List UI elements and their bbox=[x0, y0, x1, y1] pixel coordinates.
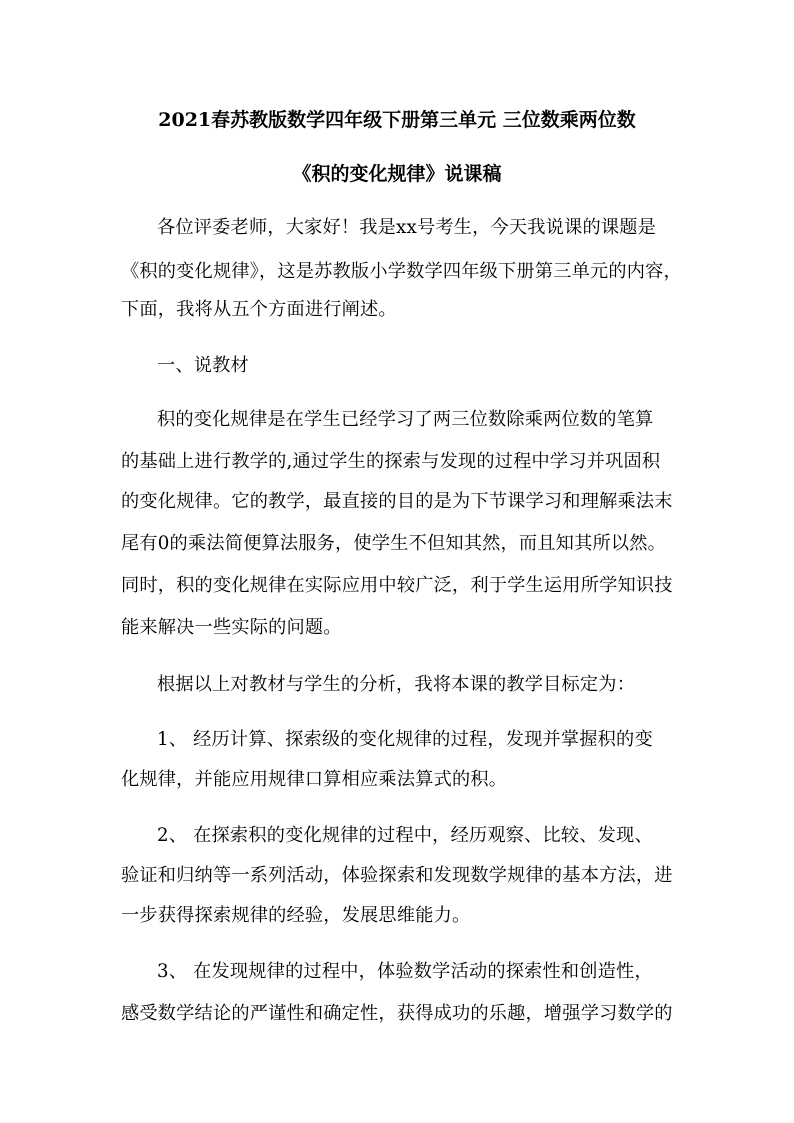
paragraph-line: 同时，积的变化规律在实际应用中较广泛，利于学生运用所学知识技 bbox=[121, 575, 673, 596]
list-item-1: 1、 经历计算、探索级的变化规律的过程，发现并掌握积的变 bbox=[157, 729, 653, 750]
section-heading: 一、说教材 bbox=[157, 355, 249, 376]
paragraph-line: 的变化规律。它的教学，最直接的目的是为下节课学习和理解乘法末 bbox=[121, 491, 673, 512]
paragraph-line: 下面，我将从五个方面进行阐述。 bbox=[121, 299, 397, 320]
paragraph-line: 化规律，并能应用规律口算相应乘法算式的积。 bbox=[121, 769, 508, 790]
paragraph-line: 尾有0的乘法简便算法服务，使学生不但知其然，而且知其所以然。 bbox=[121, 533, 667, 554]
list-item-2: 2、 在探索积的变化规律的过程中，经历观察、比较、发现、 bbox=[157, 825, 653, 846]
paragraph-line: 感受数学结论的严谨性和确定性，获得成功的乐趣，增强学习数学的 bbox=[121, 1003, 673, 1024]
list-item-3: 3、 在发现规律的过程中，体验数学活动的探索性和创造性， bbox=[157, 961, 653, 982]
paragraph-line: 一步获得探索规律的经验，发展思维能力。 bbox=[121, 905, 471, 926]
paragraph-line: 验证和归纳等一系列活动，体验探索和发现数学规律的基本方法，进 bbox=[121, 865, 673, 886]
paragraph-line: 根据以上对教材与学生的分析，我将本课的教学目标定为： bbox=[157, 674, 636, 695]
document-title: 2021春苏教版数学四年级下册第三单元 三位数乘两位数 bbox=[158, 109, 636, 131]
paragraph-line: 积的变化规律是在学生已经学习了两三位数除乘两位数的笔算 bbox=[157, 409, 654, 430]
paragraph-line: 各位评委老师，大家好！我是xx号考生，今天我说课的课题是 bbox=[157, 217, 656, 238]
document-subtitle: 《积的变化规律》说课稿 bbox=[292, 163, 502, 185]
paragraph-line: 《积的变化规律》，这是苏教版小学数学四年级下册第三单元的内容， bbox=[121, 261, 682, 282]
paragraph-line: 的基础上进行教学的,通过学生的探索与发现的过程中学习并巩固积 bbox=[121, 451, 661, 472]
paragraph-line: 能来解决一些实际的问题。 bbox=[121, 617, 342, 638]
